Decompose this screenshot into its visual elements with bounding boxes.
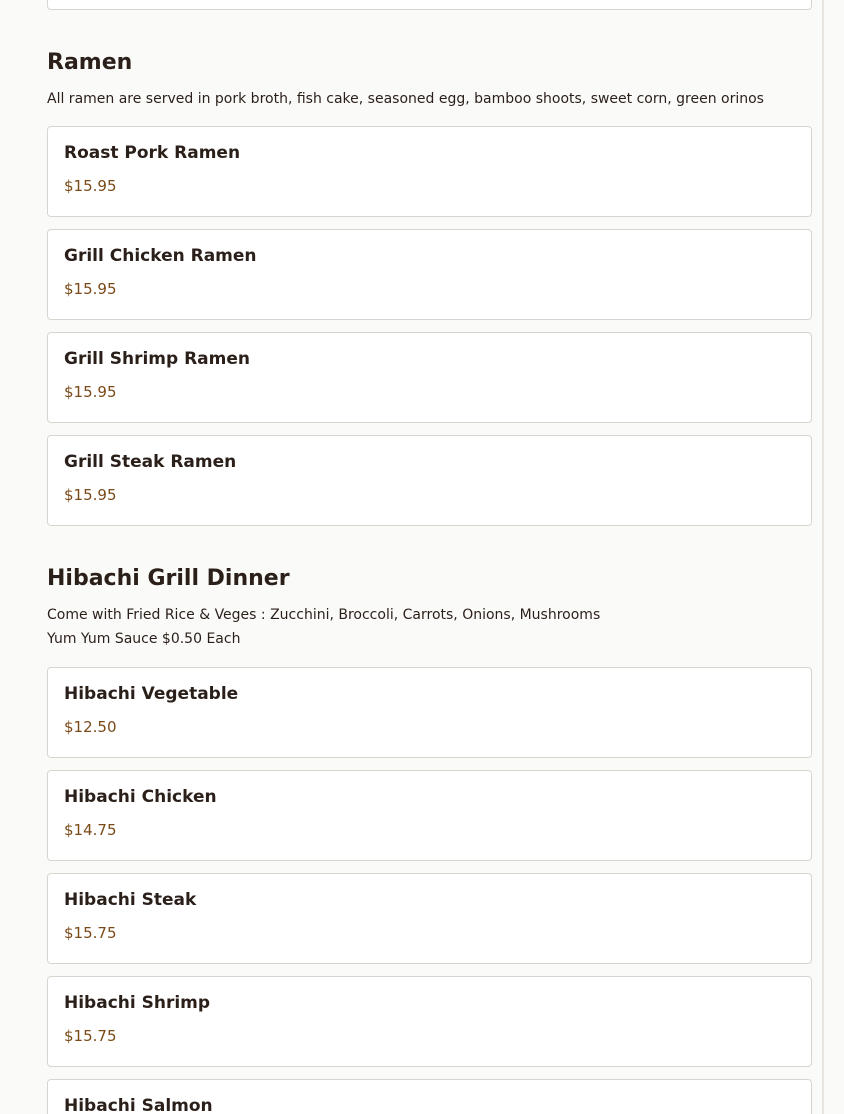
menu-item-name: Hibachi Chicken [64, 787, 217, 807]
menu-item-card[interactable] [47, 435, 812, 526]
menu-item-price: $15.75 [64, 1027, 117, 1045]
section-title: Hibachi Grill Dinner [47, 566, 290, 591]
menu-item-name: Roast Pork Ramen [64, 143, 241, 163]
menu-item-card[interactable] [47, 1079, 812, 1114]
menu-item-name: Grill Shrimp Ramen [64, 349, 251, 369]
section-description: Come with Fried Rice & Veges : Zucchini, Broccoli, Carrots, Onions, Mushrooms [47, 607, 601, 623]
menu-item-card[interactable] [47, 976, 812, 1067]
section-title: Ramen [47, 50, 133, 75]
menu-item-price: $15.95 [64, 177, 117, 195]
menu-section-hibachi [47, 564, 812, 1114]
menu-item-name: Hibachi Vegetable [64, 684, 239, 704]
menu-item-price: $15.95 [64, 383, 117, 401]
scrollbar-track[interactable] [822, 0, 824, 1114]
menu-item-price: $14.75 [64, 821, 117, 839]
menu-section-ramen [47, 48, 812, 538]
section-description: All ramen are served in pork broth, fish cake, seasoned egg, bamboo shoots, sweet corn, green orinos [47, 91, 764, 107]
menu-item-card-partial[interactable] [47, 0, 812, 10]
section-description: Yum Yum Sauce $0.50 Each [47, 631, 241, 647]
menu-item-card[interactable] [47, 770, 812, 861]
menu-item-name: Hibachi Shrimp [64, 993, 211, 1013]
menu-item-card[interactable] [47, 667, 812, 758]
menu-item-name: Grill Steak Ramen [64, 452, 237, 472]
menu-item-price: $15.95 [64, 486, 117, 504]
menu-item-name: Grill Chicken Ramen [64, 246, 257, 266]
menu-item-card[interactable] [47, 873, 812, 964]
menu-item-list [47, 667, 812, 1114]
menu-item-name: Hibachi Salmon [64, 1096, 213, 1114]
menu-item-card[interactable] [47, 332, 812, 423]
menu-item-price: $15.75 [64, 924, 117, 942]
menu-item-price: $12.50 [64, 718, 117, 736]
menu-item-card[interactable] [47, 126, 812, 217]
menu-item-price: $15.95 [64, 280, 117, 298]
menu-item-list [47, 126, 812, 526]
menu-item-card[interactable] [47, 229, 812, 320]
menu-item-name: Hibachi Steak [64, 890, 197, 910]
